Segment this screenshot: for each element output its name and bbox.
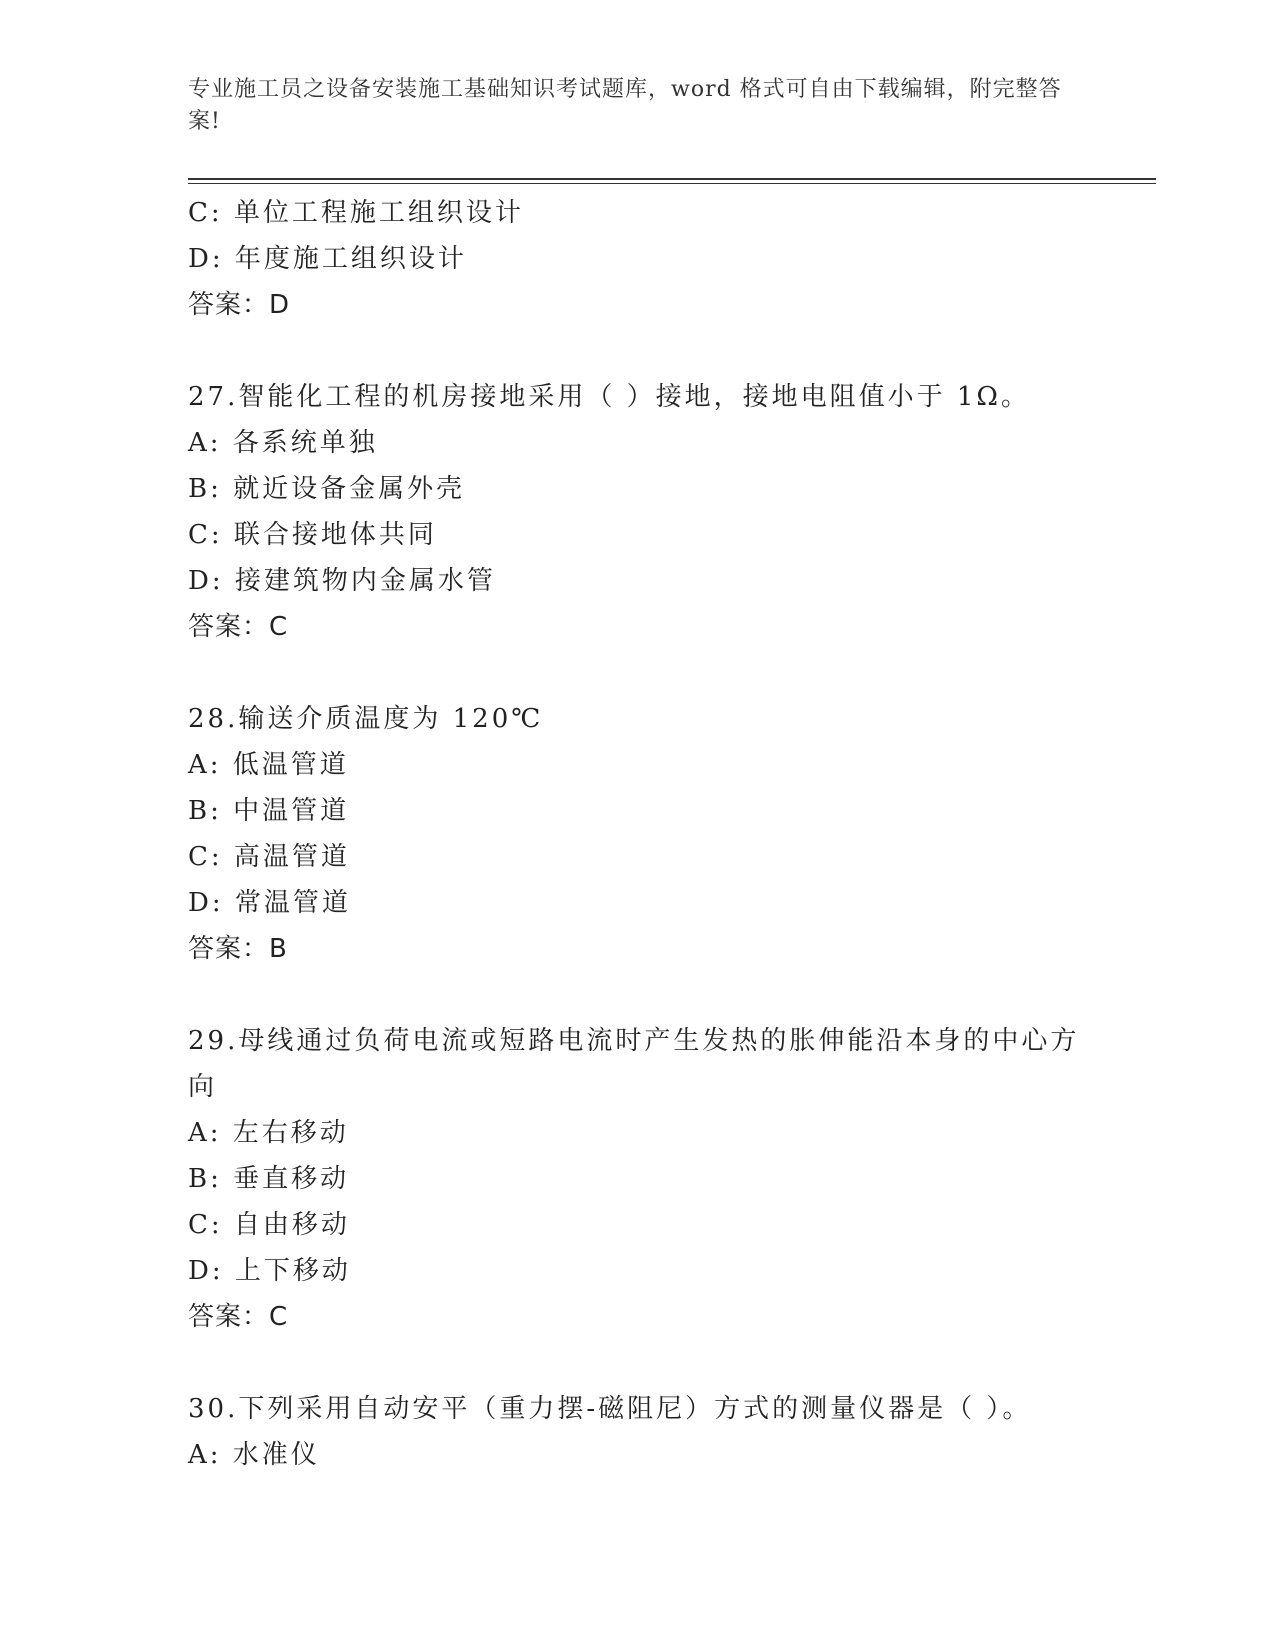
question-text: 30.下列采用自动安平（重力摆-磁阻尼）方式的测量仪器是（ ）。	[188, 1394, 1032, 1424]
option-a: A: 左右移动	[188, 1118, 349, 1148]
option-b: B: 中温管道	[188, 796, 350, 826]
option-a: A: 各系统单独	[188, 428, 378, 458]
answer-line: 答案：C	[188, 612, 289, 642]
answer-line: 答案：D	[188, 290, 291, 320]
answer-line: 答案：C	[188, 1302, 289, 1332]
option-c: C: 自由移动	[188, 1210, 350, 1240]
question-list	[188, 190, 1088, 1524]
question-block-28	[188, 696, 1088, 972]
option-d: D: 接建筑物内金属水管	[188, 566, 496, 596]
option-a: A: 低温管道	[188, 750, 349, 780]
option-c: C: 联合接地体共同	[188, 520, 437, 550]
option-d: D: 常温管道	[188, 888, 351, 918]
question-text: 29.母线通过负荷电流或短路电流时产生发热的胀伸能沿本身的中心方向	[188, 1026, 1080, 1102]
question-text: 27.智能化工程的机房接地采用（ ）接地，接地电阻值小于 1Ω。	[188, 382, 1030, 412]
option-c: C: 单位工程施工组织设计	[188, 198, 524, 228]
document-header: 专业施工员之设备安装施工基础知识考试题库，word 格式可自由下载编辑，附完整答案!	[188, 77, 1062, 134]
header-divider-thin	[188, 183, 1156, 184]
question-block-26-continued	[188, 190, 1088, 328]
answer-line: 答案：B	[188, 934, 288, 964]
question-block-27	[188, 374, 1088, 650]
question-block-29	[188, 1018, 1088, 1340]
option-b: B: 就近设备金属外壳	[188, 474, 466, 504]
option-d: D: 上下移动	[188, 1256, 351, 1286]
option-a: A: 水准仪	[188, 1440, 320, 1470]
header-divider-thick	[188, 178, 1156, 180]
option-b: B: 垂直移动	[188, 1164, 350, 1194]
option-d: D: 年度施工组织设计	[188, 244, 467, 274]
question-text: 28.输送介质温度为 120℃	[188, 704, 544, 734]
question-block-30	[188, 1386, 1088, 1478]
option-c: C: 高温管道	[188, 842, 350, 872]
